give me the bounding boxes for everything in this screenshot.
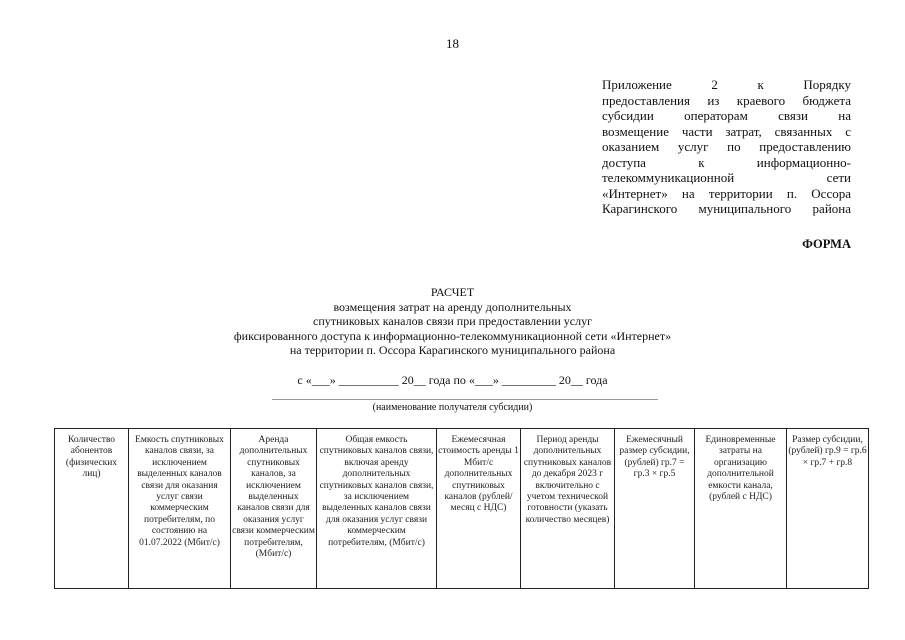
appendix-line: Карагинского муниципального района [602,201,851,216]
title-line: возмещения затрат на аренду дополнительных [333,299,572,314]
title-line: на территории п. Оссора Карагинского муниципального района [289,343,616,357]
column-header-additional-rent: Аренда дополнительных спутниковых каналов, за исключением выделенных каналов связи для оказания услуг связи коммерческим потребителям, (Мбит/с) [231,429,317,589]
appendix-line: возмещение части затрат, связанных с [602,123,851,139]
form-label: ФОРМА [802,237,851,251]
period-line: с «___» __________ 20__ года по «___» _________ 20__ года [297,373,608,387]
column-header-channel-capacity: Емкость спутниковых каналов связи, за исключением выделенных каналов связи для оказания услуг связи коммерческим потребителям, по состоянию на 01.07.2022 (Мбит/с) [129,429,231,589]
document-title [0,285,905,358]
column-header-total-capacity: Общая емкость спутниковых каналов связи, включая аренду дополнительных спутниковых каналов связи, за исключением выделенных каналов связи для оказания услуг связи коммерческим потребителям, (Мбит/с) [317,429,437,589]
column-header-monthly-cost: Ежемесячная стоимость аренды 1 Мбит/с дополнительных спутниковых каналов (рублей/месяц с НДС) [437,429,521,589]
appendix-line: телекоммуникационной сети [602,170,851,185]
appendix-line: оказанием услуг по предоставлению [602,139,851,154]
appendix-note [602,77,851,217]
column-header-subsidy-amount: Размер субсидии, (рублей) гр.9 = гр.6 × гр.7 + гр.8 [787,429,869,589]
table-header-row [55,429,869,589]
page-number: 18 [446,36,459,51]
column-header-rent-period: Период аренды дополнительных спутниковых каналов до декабря 2023 г включительно с учетом технической готовности (указать количество месяцев) [521,429,615,589]
column-header-monthly-subsidy: Ежемесячный размер субсидии, (рублей) гр.7 = гр.3 × гр.5 [615,429,695,589]
column-header-subscribers: Количество абонентов (физических лиц) [55,429,129,589]
calculation-table [54,428,869,589]
appendix-line: субсидии операторам связи на [602,108,851,123]
column-header-one-time-costs: Единовременные затраты на организацию дополнительной емкости канала, (рублей с НДС) [695,429,787,589]
appendix-line: доступа к информационно- [602,154,851,170]
title-line: фиксированного доступа к информационно-телекоммуникационной сети «Интернет» [233,328,672,343]
title-line: спутниковых каналов связи при предоставлении услуг [313,314,592,328]
appendix-line: «Интернет» на территории п. Оссора [602,185,851,201]
appendix-line: Приложение 2 к Порядку [602,77,851,92]
title-heading: РАСЧЕТ [430,285,475,299]
appendix-line: предоставления из краевого бюджета [602,92,851,108]
recipient-name-line [272,399,658,400]
recipient-caption: (наименование получателя субсидии) [372,402,533,413]
